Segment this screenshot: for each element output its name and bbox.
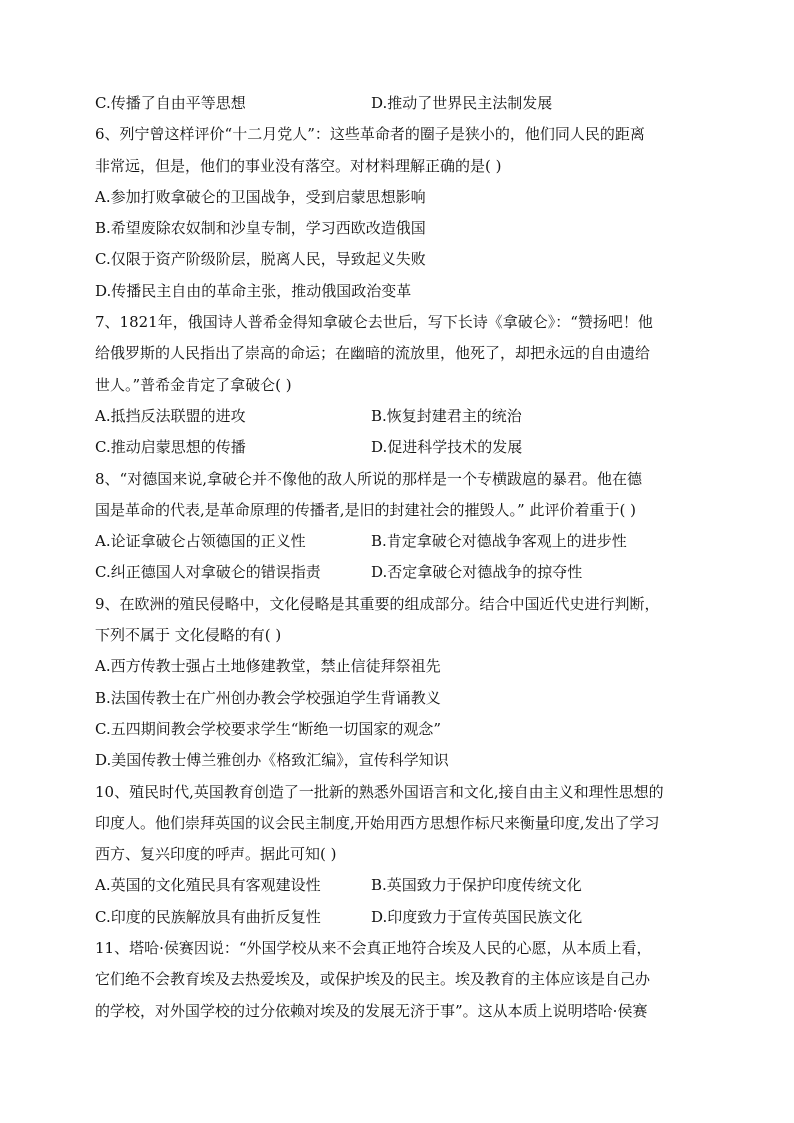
exam-content [95,93,700,1032]
q6-option-a: A.参加打败拿破仑的卫国战争，受到启蒙思想影响 [95,187,426,206]
q11-stem-line: 它们绝不会教育埃及去热爱埃及，或保护埃及的民主。埃及教育的主体应该是自己办 [95,970,651,989]
q7-option-d: D.促进科学技术的发展 [371,438,523,457]
q8-option-a: A.论证拿破仑占领德国的正义性 [95,532,306,551]
q10-option-d: D.印度致力于宣传英国民族文化 [371,907,583,926]
q9-option-a: A.西方传教士强占土地修建教堂，禁止信徒拜祭祖先 [95,657,441,676]
q9-option-d: D.美国传教士傅兰雅创办《格致汇编》，宣传科学知识 [95,751,449,770]
q10-options-row [95,907,700,928]
q7-stem-line: 给俄罗斯的人民指出了崇高的命运；在幽暗的流放里，他死了，却把永远的自由遗给 [95,344,651,363]
q8-stem-line: 国是革命的代表,是革命原理的传播者,是旧的封建社会的摧毁人。” 此评价着重于( ) [95,500,636,519]
q10-option-c: C.印度的民族解放具有曲折反复性 [95,907,321,926]
q5-options-row [95,93,700,114]
q9-stem-line: 9、在欧洲的殖民侵略中，文化侵略是其重要的组成部分。结合中国近代史进行判断， [95,594,660,613]
q10-stem-line: 西方、复兴印度的呼声。据此可知( ) [95,845,337,864]
q5-option-c: C.传播了自由平等思想 [95,94,246,112]
q5-option-d: D.推动了世界民主法制发展 [371,94,553,112]
q7-stem-line: 世人。”普希金肯定了拿破仑( ) [95,375,292,394]
question-10 [95,782,700,928]
question-7 [95,312,700,458]
q6-stem-line: 6、列宁曾这样评价“十二月党人”：这些革命者的圈子是狭小的，他们同人民的距离 [95,125,645,144]
q9-option-c: C.五四期间教会学校要求学生“断绝一切国家的观念” [95,719,442,738]
q6-option-b: B.希望废除农奴制和沙皇专制，学习西欧改造俄国 [95,219,426,238]
question-6 [95,124,700,301]
question-9 [95,594,700,771]
q9-stem-line: 下列不属于 文化侵略的有( ) [95,626,282,645]
q7-option-a: A.抵挡反法联盟的进攻 [95,406,246,425]
q8-option-d: D.否定拿破仑对德战争的掠夺性 [371,563,583,582]
q7-stem-line: 7、1821年，俄国诗人普希金得知拿破仑去世后，写下长诗《拿破仑》：“赞扬吧！他 [95,313,653,332]
q6-stem-line: 非常远，但是，他们的事业没有落空。对材料理解正确的是( ) [95,156,502,175]
q10-stem-line: 印度人。他们崇拜英国的议会民主制度,开始用西方思想作标尺来衡量印度,发出了学习 [95,813,660,832]
q7-option-b: B.恢复封建君主的统治 [371,406,522,425]
q7-options-row [95,406,700,427]
q8-stem-line: 8、“对德国来说,拿破仑并不像他的敌人所说的那样是一个专横跋扈的暴君。他在德 [95,469,642,488]
q10-option-a: A.英国的文化殖民具有客观建设性 [95,876,321,895]
q6-option-d: D.传播民主自由的革命主张，推动俄国政治变革 [95,281,412,300]
q8-options-row [95,562,700,583]
q11-stem-line: 11、塔哈·侯赛因说：“外国学校从来不会真正地符合埃及人民的心愿，从本质上看， [95,939,652,958]
question-8 [95,469,700,584]
q10-option-b: B.英国致力于保护印度传统文化 [371,876,582,895]
q8-option-b: B.肯定拿破仑对德战争客观上的进步性 [371,532,627,551]
q7-options-row [95,437,700,458]
q7-option-c: C.推动启蒙思想的传播 [95,438,246,457]
q10-stem-line: 10、殖民时代,英国教育创造了一批新的熟悉外国语言和文化,接自由主义和理性思想的 [95,782,664,801]
q6-option-c: C.仅限于资产阶级阶层，脱离人民，导致起义失败 [95,250,426,269]
question-11 [95,938,700,1022]
q9-option-b: B.法国传教士在广州创办教会学校强迫学生背诵教义 [95,688,441,707]
q8-options-row [95,531,700,552]
q8-option-c: C.纠正德国人对拿破仑的错误指责 [95,563,321,582]
q10-options-row [95,875,700,896]
q11-stem-line: 的学校，对外国学校的过分依赖对埃及的发展无济于事”。这从本质上说明塔哈·侯赛 [95,1001,648,1020]
